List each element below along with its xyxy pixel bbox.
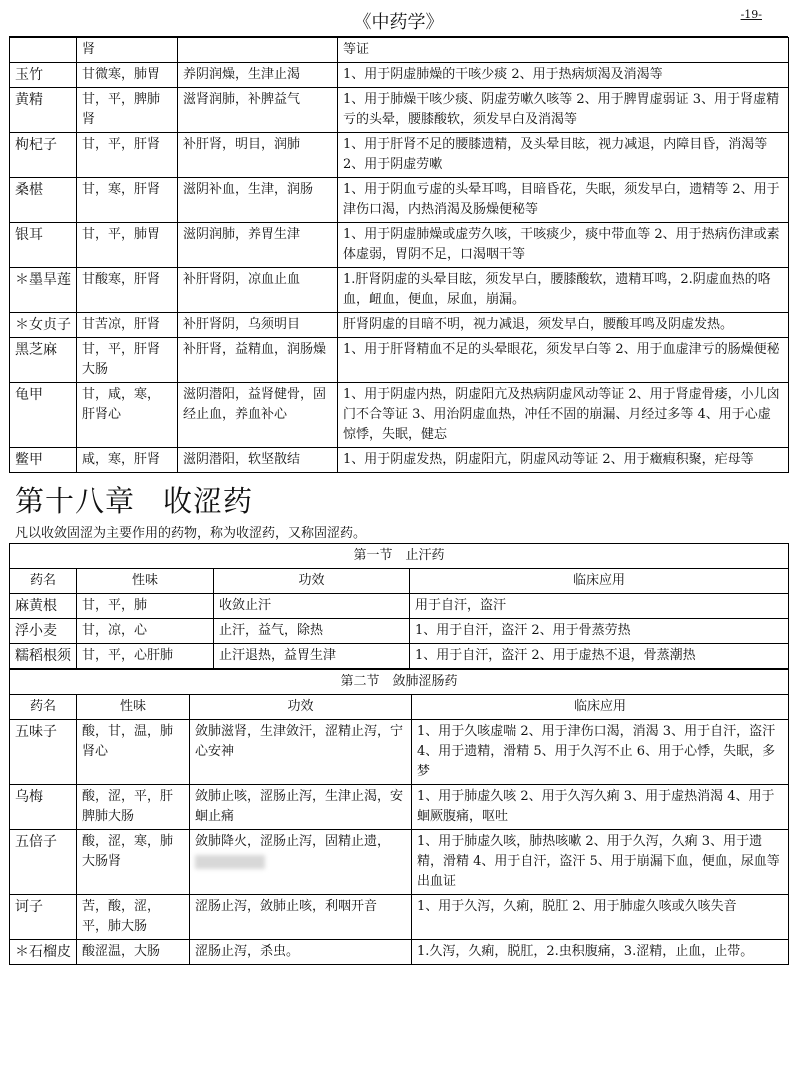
herb-usage: 1、用于肝肾精血不足的头晕眼花，须发早白等 2、用于血虚津亏的肠燥便秘 [338, 338, 789, 383]
herb-name: 诃子 [10, 895, 77, 940]
herb-taste: 酸，甘，温，肺肾心 [77, 720, 190, 785]
chapter-number: 第十八章 [15, 484, 136, 518]
herb-taste: 甘，咸，寒，肝肾心 [77, 383, 178, 448]
herb-effect-text: 敛肺降火，涩肠止泻，固精止遗， [195, 834, 391, 849]
page-header [9, 0, 788, 37]
herb-usage: 肝肾阴虚的目暗不明，视力减退，须发早白，腰酸耳鸣及阴虚发热。 [338, 313, 789, 338]
herb-effect: 滋阴潜阳，软坚散结 [178, 448, 338, 473]
astringent-table [9, 669, 789, 965]
table-header-row [10, 38, 789, 63]
section-title-row [10, 670, 789, 695]
table-header-row [10, 569, 789, 594]
herb-effect: 敛肺止咳，涩肠止泻，生津止渴，安蛔止痛 [190, 785, 412, 830]
herb-name: 乌梅 [10, 785, 77, 830]
herb-usage: 1.肝肾阴虚的头晕目眩，须发早白，腰膝酸软，遗精耳鸣，2.阴虚血热的咯血，衄血，便血，尿血，崩漏。 [338, 268, 789, 313]
herb-effect: 涩肠止泻，杀虫。 [190, 940, 412, 965]
header-cell: 药名 [10, 695, 77, 720]
document-page [9, 0, 788, 965]
header-cell: 肾 [77, 38, 178, 63]
herb-taste: 甘，平，心肝肺 [77, 644, 214, 669]
section-title: 第一节 止汗药 [10, 544, 789, 569]
herb-name: 玉竹 [10, 63, 77, 88]
herb-name: 枸杞子 [10, 133, 77, 178]
herb-taste: 甘酸寒，肝肾 [77, 268, 178, 313]
herb-usage: 1、用于阴血亏虚的头晕耳鸣，目暗昏花，失眠，须发早白，遗精等 2、用于津伤口渴，内热消渴及肠燥便秘等 [338, 178, 789, 223]
section-title: 第二节 敛肺涩肠药 [10, 670, 789, 695]
table-row [10, 63, 789, 88]
herb-taste: 酸，涩，寒，肺大肠肾 [77, 830, 190, 895]
table-row [10, 720, 789, 785]
chapter-heading [15, 479, 788, 520]
header-cell: 性味 [77, 569, 214, 594]
herb-taste: 酸，涩，平，肝脾肺大肠 [77, 785, 190, 830]
herb-taste: 苦，酸，涩，平，肺大肠 [77, 895, 190, 940]
herb-taste: 甘，凉，心 [77, 619, 214, 644]
herb-name: 黄精 [10, 88, 77, 133]
herb-usage: 1、用于肺虚久咳 2、用于久泻久痢 3、用于虚热消渴 4、用于蛔厥腹痛，呕吐 [412, 785, 789, 830]
table-row [10, 619, 789, 644]
table-row [10, 338, 789, 383]
herb-name: ＊墨旱莲 [10, 268, 77, 313]
header-cell [178, 38, 338, 63]
table-row [10, 448, 789, 473]
header-cell: 药名 [10, 569, 77, 594]
herb-usage: 1.久泻，久痢，脱肛，2.虫积腹痛，3.涩精，止血，止带。 [412, 940, 789, 965]
herb-effect: 滋阴潜阳，益肾健骨，固经止血，养血补心 [178, 383, 338, 448]
herb-name: 银耳 [10, 223, 77, 268]
header-cell: 功效 [214, 569, 410, 594]
herb-usage: 1、用于肝肾不足的腰膝遗精，及头晕目眩，视力减退，内障目昏，消渴等 2、用于阴虚劳嗽 [338, 133, 789, 178]
tonic-herbs-table [9, 37, 789, 473]
header-cell: 功效 [190, 695, 412, 720]
table-row [10, 133, 789, 178]
table-row [10, 785, 789, 830]
herb-taste: 甘微寒，肺胃 [77, 63, 178, 88]
herb-name: 桑椹 [10, 178, 77, 223]
herb-effect: 敛肺滋肾，生津敛汗，涩精止泻，宁心安神 [190, 720, 412, 785]
header-cell: 临床应用 [412, 695, 789, 720]
herb-taste: 甘，平，肝肾大肠 [77, 338, 178, 383]
table-row [10, 383, 789, 448]
herb-effect: 养阴润燥，生津止渴 [178, 63, 338, 88]
header-cell: 临床应用 [410, 569, 789, 594]
table-row [10, 644, 789, 669]
herb-effect: 补肝肾阴，凉血止血 [178, 268, 338, 313]
header-cell: 性味 [77, 695, 190, 720]
herb-usage: 1、用于久泻，久痢，脱肛 2、用于肺虚久咳或久咳失音 [412, 895, 789, 940]
table-header-row [10, 695, 789, 720]
herb-usage: 1、用于肺燥干咳少痰、阴虚劳嗽久咳等 2、用于脾胃虚弱证 3、用于肾虚精亏的头晕，腰膝酸软，须发早白及消渴等 [338, 88, 789, 133]
herb-effect: 补肝肾阴，乌须明目 [178, 313, 338, 338]
table-row [10, 830, 789, 895]
herb-name: 糯稻根须 [10, 644, 77, 669]
herb-effect: 滋阴补血，生津，润肠 [178, 178, 338, 223]
herb-name: ＊女贞子 [10, 313, 77, 338]
herb-effect: 补肝肾，益精血，润肠燥 [178, 338, 338, 383]
herb-effect: 滋肾润肺，补脾益气 [178, 88, 338, 133]
herb-name: 龟甲 [10, 383, 77, 448]
herb-usage: 1、用于阴虚肺燥或虚劳久咳，干咳痰少，痰中带血等 2、用于热病伤津或素体虚弱，胃阴不足，口渴咽干等 [338, 223, 789, 268]
table-row [10, 223, 789, 268]
herb-taste: 咸，寒，肝肾 [77, 448, 178, 473]
herb-name: 五味子 [10, 720, 77, 785]
table-row [10, 88, 789, 133]
herb-usage: 1、用于阴虚内热，阴虚阳亢及热病阴虚风动等证 2、用于肾虚骨痿，小儿囟门不合等证 3、用治阴虚血热，冲任不固的崩漏、月经过多等 4、用于心虚惊悸，失眠，健忘 [338, 383, 789, 448]
herb-taste: 甘，平，肺 [77, 594, 214, 619]
header-cell [10, 38, 77, 63]
page-number: -19- [740, 8, 762, 21]
herb-usage: 1、用于自汗，盗汗 2、用于虚热不退，骨蒸潮热 [410, 644, 789, 669]
herb-usage: 1、用于肺虚久咳，肺热咳嗽 2、用于久泻，久痢 3、用于遗精，滑精 4、用于自汗，盗汗 5、用于崩漏下血，便血，尿血等出血证 [412, 830, 789, 895]
section-title-row [10, 544, 789, 569]
herb-taste: 甘，平，肝肾 [77, 133, 178, 178]
herb-name: ＊石榴皮 [10, 940, 77, 965]
herb-effect: 滋阴润肺，养胃生津 [178, 223, 338, 268]
sweat-stopping-table [9, 543, 789, 669]
herb-usage: 1、用于自汗，盗汗 2、用于骨蒸劳热 [410, 619, 789, 644]
blurred-text [195, 855, 265, 869]
table-row [10, 594, 789, 619]
herb-taste: 甘苦凉，肝肾 [77, 313, 178, 338]
herb-usage: 1、用于久咳虚喘 2、用于津伤口渴，消渴 3、用于自汗，盗汗 4、用于遗精，滑精 5、用于久泻不止 6、用于心悸，失眠，多梦 [412, 720, 789, 785]
herb-effect: 止汗退热，益胃生津 [214, 644, 410, 669]
herb-taste: 甘，平，肺胃 [77, 223, 178, 268]
table-row [10, 313, 789, 338]
herb-name: 浮小麦 [10, 619, 77, 644]
chapter-intro: 凡以收敛固涩为主要作用的药物，称为收涩药，又称固涩药。 [15, 526, 367, 541]
herb-effect: 补肝肾，明目，润肺 [178, 133, 338, 178]
herb-usage: 1、用于阴虚发热，阴虚阳亢，阴虚风动等证 2、用于癥瘕积聚，疟母等 [338, 448, 789, 473]
herb-name: 黑芝麻 [10, 338, 77, 383]
herb-usage: 用于自汗，盗汗 [410, 594, 789, 619]
herb-effect [190, 830, 412, 895]
chapter-name: 收涩药 [163, 484, 254, 518]
herb-taste: 酸涩温，大肠 [77, 940, 190, 965]
herb-usage: 1、用于阴虚肺燥的干咳少痰 2、用于热病烦渴及消渴等 [338, 63, 789, 88]
herb-effect: 止汗，益气，除热 [214, 619, 410, 644]
herb-taste: 甘，寒，肝肾 [77, 178, 178, 223]
header-cell: 等证 [338, 38, 789, 63]
herb-taste: 甘，平，脾肺肾 [77, 88, 178, 133]
table-row [10, 268, 789, 313]
table-row [10, 895, 789, 940]
herb-name: 麻黄根 [10, 594, 77, 619]
table-row [10, 178, 789, 223]
herb-name: 五倍子 [10, 830, 77, 895]
table-row [10, 940, 789, 965]
book-title: 《中药学》 [353, 12, 444, 33]
herb-name: 鳖甲 [10, 448, 77, 473]
herb-effect: 收敛止汗 [214, 594, 410, 619]
herb-effect: 涩肠止泻，敛肺止咳，利咽开音 [190, 895, 412, 940]
